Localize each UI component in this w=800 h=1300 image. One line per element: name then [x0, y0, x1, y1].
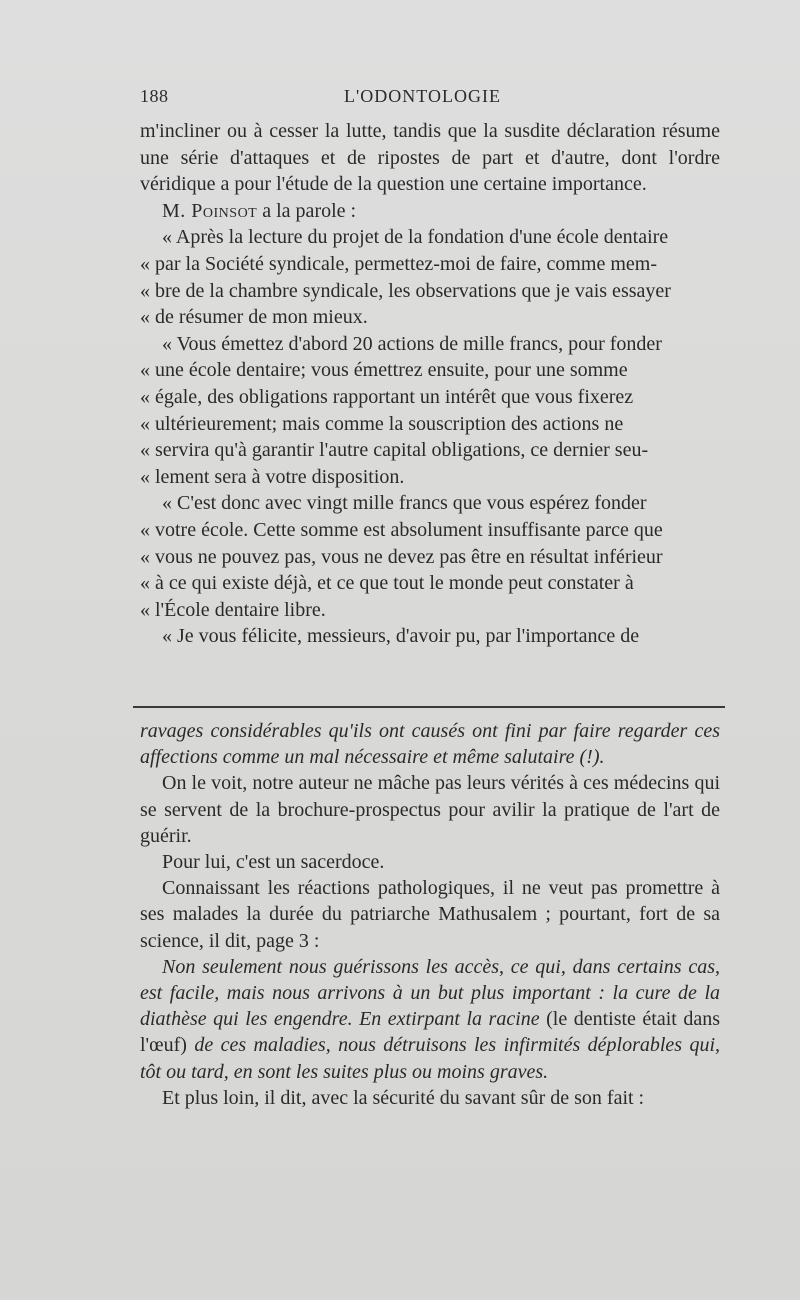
footnote-rule	[133, 706, 725, 708]
citation-aside: (le dentiste était dans l'œuf)	[140, 1008, 721, 1057]
quote-line: « vous ne pouvez pas, vous ne devez pas être en résultat inférieur	[140, 545, 663, 568]
paragraph: ravages considérables qu'ils ont causés ont fini par faire regarder ces affections comme un mal nécessaire et même salutaire (!).	[140, 720, 720, 769]
quote-line: « bre de la chambre syndicale, les observations que je vais essayer	[140, 279, 671, 302]
quote-line: « servira qu'à garantir l'autre capital obligations, ce dernier seu-	[140, 439, 649, 462]
running-header	[135, 86, 710, 112]
paragraph: Pour lui, c'est un sacerdoce.	[162, 851, 385, 874]
quote-line: « lement sera à votre disposition.	[140, 465, 405, 488]
citation-paragraph	[140, 954, 720, 1085]
quote-line: « Vous émettez d'abord 20 actions de mille francs, pour fonder	[162, 332, 662, 355]
quote-line: « Je vous félicite, messieurs, d'avoir pu, par l'importance de	[162, 625, 640, 648]
quote-line: « à ce qui existe déjà, et ce que tout le monde peut constater à	[140, 572, 634, 595]
paragraph: m'incliner ou à cesser la lutte, tandis que la susdite déclaration résume une série d'attaques et de ripostes de part et d'autre, dont l'ordre véridique a pour l'étude de la question une certaine importance.	[140, 120, 720, 196]
upper-text-block	[140, 118, 720, 650]
running-title: L'ODONTOLOGIE	[344, 86, 501, 106]
quote-line: « l'École dentaire libre.	[140, 598, 326, 621]
citation-italic: Non seulement nous guérissons les accès, ce qui, dans certains cas, est facile, mais nous arrivons à un but plus important : la cure de la diathèse qui les engendre. En extirpant la racine	[140, 955, 720, 1031]
quote-line: « votre école. Cette somme est absolument insuffisante parce que	[140, 518, 663, 541]
quote-line: « ultérieurement; mais comme la souscription des actions ne	[140, 412, 624, 435]
speaker-name: M. Poinsot	[162, 199, 258, 222]
quote-line: « de résumer de mon mieux.	[140, 306, 368, 329]
quote-line: « égale, des obligations rapportant un intérêt que vous fixerez	[140, 385, 634, 408]
quote-line: « par la Société syndicale, permettez-moi de faire, comme mem-	[140, 252, 658, 275]
quote-line: « Après la lecture du projet de la fondation d'une école dentaire	[162, 226, 669, 249]
speaker-paragraph	[140, 198, 720, 225]
page-number: 188	[140, 86, 169, 106]
speaker-intro: a la parole :	[262, 199, 357, 222]
paragraph: On le voit, notre auteur ne mâche pas leurs vérités à ces médecins qui se servent de la brochure-prospectus pour avilir la pratique de l'art de guérir.	[140, 772, 720, 847]
paragraph: Connaissant les réactions pathologiques, il ne veut pas promettre à ses malades la durée du patriarche Mathusalem ; pourtant, fort de sa science, il dit, page 3 :	[140, 877, 720, 952]
lower-text-block	[140, 718, 720, 1111]
paragraph: Et plus loin, il dit, avec la sécurité du savant sûr de son fait :	[162, 1086, 645, 1109]
citation-italic: de ces maladies, nous détruisons les infirmités déplorables qui, tôt ou tard, en sont les suites plus ou moins graves.	[140, 1034, 721, 1083]
quote-line: « C'est donc avec vingt mille francs que vous espérez fonder	[162, 492, 647, 515]
quote-line: « une école dentaire; vous émettrez ensuite, pour une somme	[140, 359, 628, 382]
